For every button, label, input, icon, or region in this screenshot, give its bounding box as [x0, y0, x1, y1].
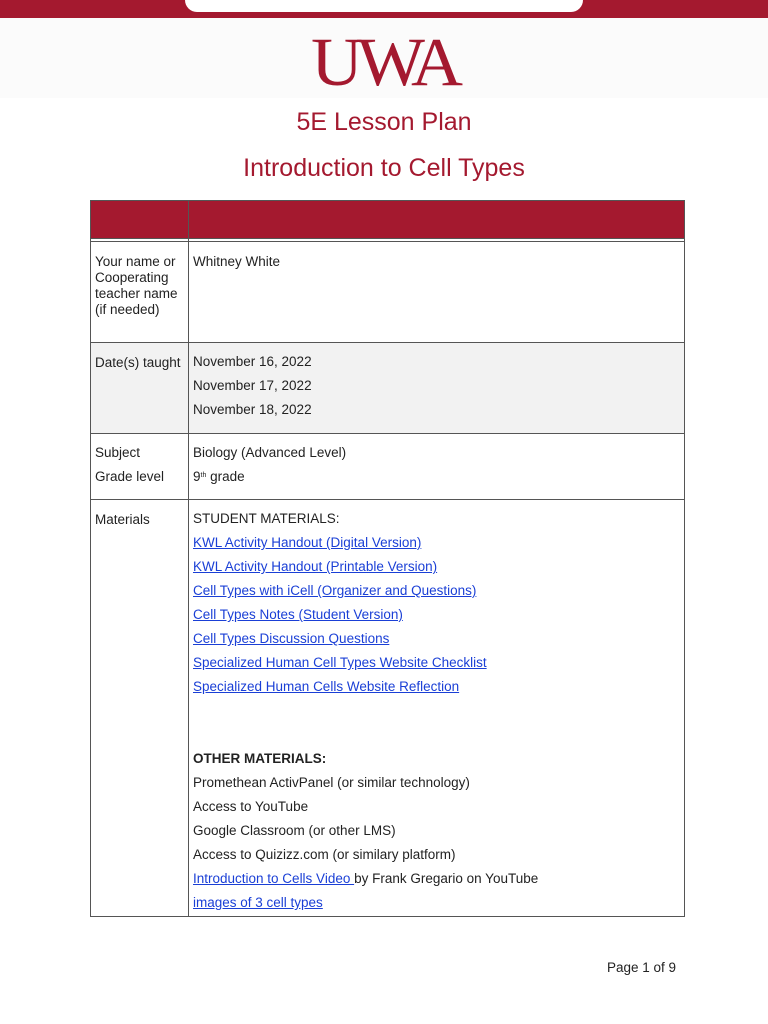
subject-label: Subject — [95, 445, 141, 460]
date-item: November 16, 2022 — [193, 354, 312, 369]
top-bar-notch — [185, 0, 583, 12]
grade-label: Grade level — [95, 469, 165, 484]
cell-images-link[interactable]: images of 3 cell types — [193, 895, 323, 910]
materials-value-cell — [189, 500, 685, 917]
page-subtitle: Introduction to Cell Types — [243, 154, 525, 182]
page-number: Page 1 of 9 — [607, 960, 677, 975]
table-header-cell-1 — [91, 201, 189, 239]
student-materials-heading: STUDENT MATERIALS: — [193, 511, 340, 526]
material-link-website-reflection[interactable]: Specialized Human Cells Website Reflection — [193, 679, 460, 694]
material-link-kwl-digital[interactable]: KWL Activity Handout (Digital Version) — [193, 535, 422, 550]
lesson-plan-table — [90, 200, 685, 917]
table-row-dates — [91, 343, 685, 434]
grade-number: 9 — [193, 469, 201, 484]
table-row-materials — [91, 500, 685, 917]
subject-value-cell — [189, 434, 685, 500]
other-materials-heading: OTHER MATERIALS: — [193, 751, 327, 766]
material-link-icell-organizer[interactable]: Cell Types with iCell (Organizer and Questions) — [193, 583, 477, 598]
uwa-logo: UWA — [311, 24, 457, 100]
table-row-name — [91, 242, 685, 343]
date-item: November 18, 2022 — [193, 402, 312, 417]
name-label: Your name or Cooperating teacher name (if needed) — [91, 242, 189, 343]
other-material-item: Access to YouTube — [193, 799, 309, 814]
table-header-row — [91, 201, 685, 239]
subject-label-cell — [91, 434, 189, 500]
grade-ordinal: th — [200, 472, 207, 479]
other-material-item: Access to Quizizz.com (or similary platform) — [193, 847, 456, 862]
material-link-kwl-printable[interactable]: KWL Activity Handout (Printable Version) — [193, 559, 438, 574]
table-row-subject — [91, 434, 685, 500]
grade-value — [193, 465, 680, 489]
intro-cells-video-link[interactable]: Introduction to Cells Video — [193, 871, 355, 886]
dates-label: Date(s) taught — [91, 343, 189, 434]
name-value: Whitney White — [189, 242, 685, 343]
grade-suffix: grade — [206, 469, 245, 484]
page-title: 5E Lesson Plan — [296, 108, 472, 136]
subject-value: Biology (Advanced Level) — [193, 445, 347, 460]
other-material-item: Google Classroom (or other LMS) — [193, 823, 396, 838]
date-item: November 17, 2022 — [193, 378, 312, 393]
material-link-discussion-questions[interactable]: Cell Types Discussion Questions — [193, 631, 390, 646]
video-attribution: by Frank Gregario on YouTube — [354, 871, 539, 886]
materials-label: Materials — [91, 500, 189, 917]
video-line — [193, 867, 680, 891]
table-header-cell-2 — [189, 201, 685, 239]
material-link-cell-notes[interactable]: Cell Types Notes (Student Version) — [193, 607, 403, 622]
material-link-website-checklist[interactable]: Specialized Human Cell Types Website Checklist — [193, 655, 487, 670]
dates-value-cell — [189, 343, 685, 434]
top-bar — [0, 0, 768, 18]
other-material-item: Promethean ActivPanel (or similar technology) — [193, 775, 470, 790]
